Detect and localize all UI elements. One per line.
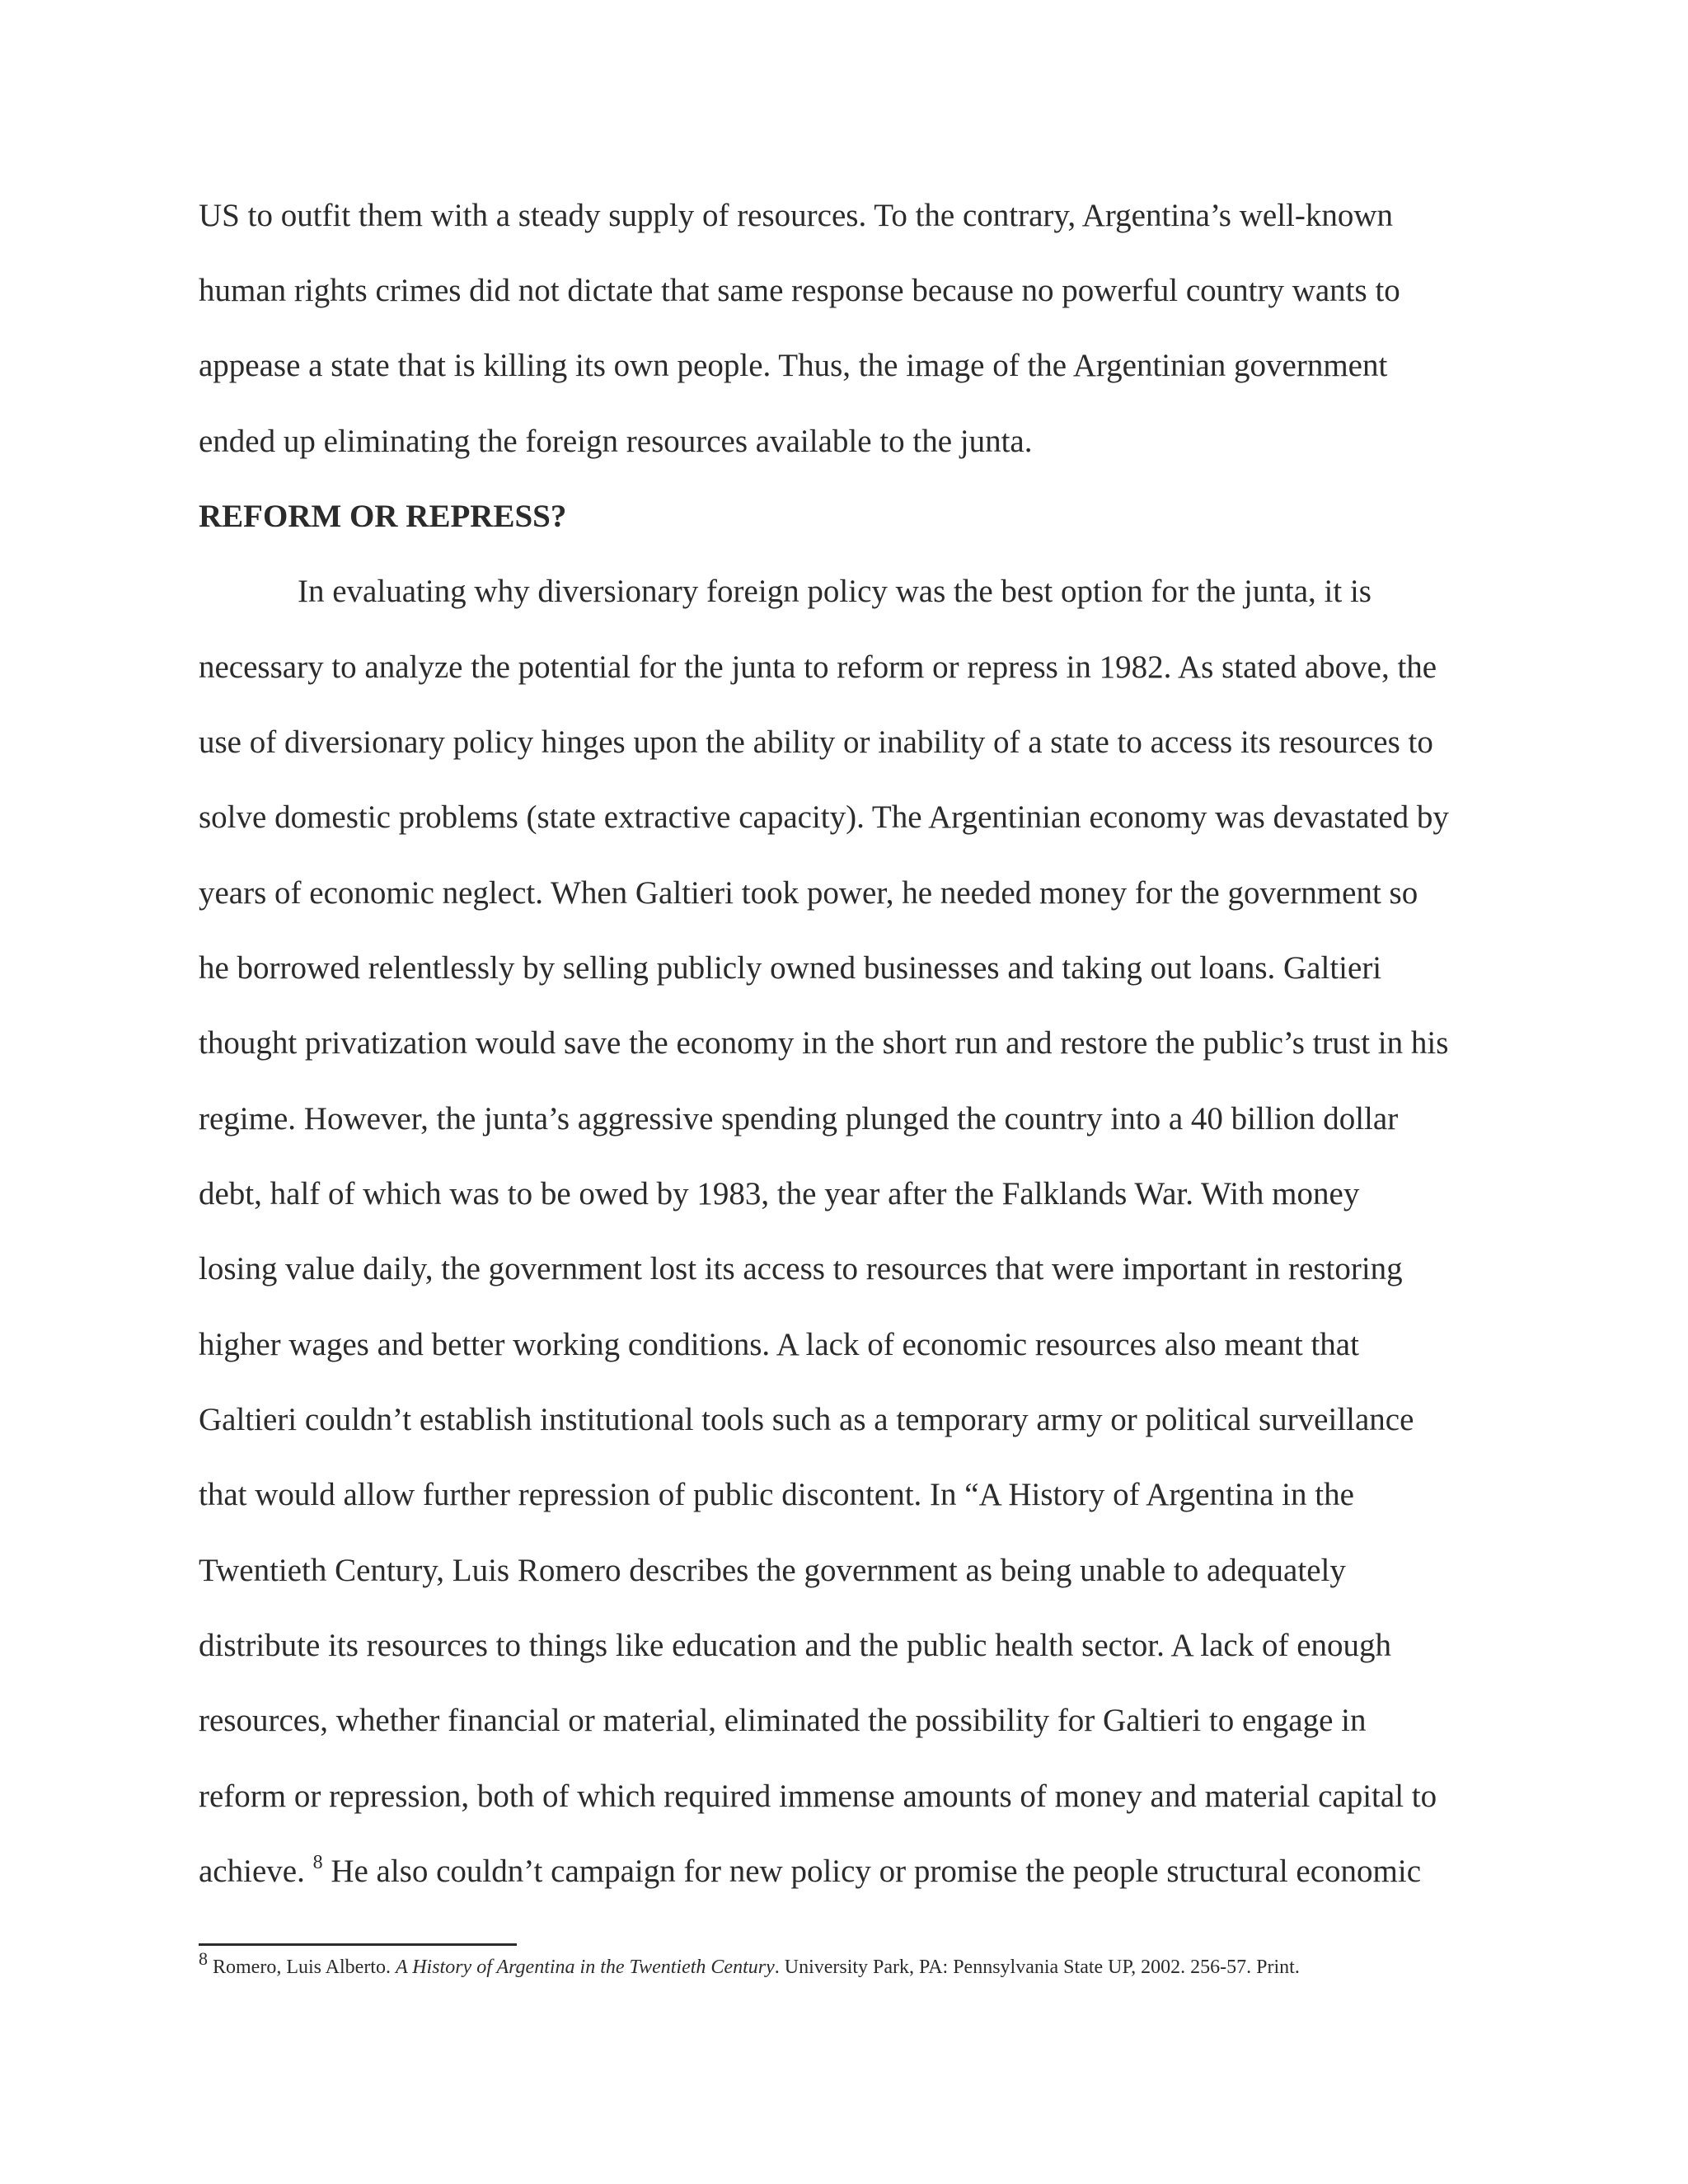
body-line: Galtieri couldn’t establish institutional tools such as a temporary army or political surveillance xyxy=(199,1402,1414,1437)
body-line: necessary to analyze the potential for the junta to reform or repress in 1982. As stated above, the xyxy=(199,649,1437,685)
body-line: regime. However, the junta’s aggressive spending plunged the country into a 40 billion dollar xyxy=(199,1101,1399,1137)
body-line: that would allow further repression of public discontent. In “A History of Argentina in the xyxy=(199,1477,1354,1512)
body-text: achieve. xyxy=(199,1854,313,1889)
footnote-title: A History of Argentina in the Twentieth Century xyxy=(395,1957,775,1978)
body-line: reform or repression, both of which required immense amounts of money and material capital to xyxy=(199,1779,1437,1814)
footnote xyxy=(199,1948,1300,1980)
section-heading: REFORM OR REPRESS? xyxy=(199,499,567,534)
body-line: In evaluating why diversionary foreign policy was the best option for the junta, it is xyxy=(298,574,1372,609)
body-line: appease a state that is killing its own people. Thus, the image of the Argentinian government xyxy=(199,348,1388,383)
body-line-with-footnote-ref xyxy=(199,1852,1421,1891)
body-line: use of diversionary policy hinges upon the ability or inability of a state to access its resources to xyxy=(199,724,1433,760)
body-line: resources, whether financial or material, eliminated the possibility for Galtieri to engage in xyxy=(199,1703,1367,1738)
body-line: higher wages and better working conditions. A lack of economic resources also meant that xyxy=(199,1327,1359,1362)
body-line: distribute its resources to things like education and the public health sector. A lack of enough xyxy=(199,1628,1391,1663)
footnote-author: Romero, Luis Alberto. xyxy=(208,1957,396,1978)
body-line: US to outfit them with a steady supply of resources. To the contrary, Argentina’s well-known xyxy=(199,198,1394,233)
footnote-reference[interactable]: 8 xyxy=(312,1852,323,1873)
body-line: ended up eliminating the foreign resources available to the junta. xyxy=(199,424,1033,459)
footnote-number: 8 xyxy=(199,1948,208,1969)
body-line: human rights crimes did not dictate that same response because no powerful country wants to xyxy=(199,273,1400,308)
body-line: debt, half of which was to be owed by 1983, the year after the Falklands War. With money xyxy=(199,1176,1360,1212)
body-line: solve domestic problems (state extractive capacity). The Argentinian economy was devastated by xyxy=(199,799,1449,835)
footnote-publication: . University Park, PA: Pennsylvania State UP, 2002. 256-57. Print. xyxy=(774,1957,1300,1978)
body-line: years of economic neglect. When Galtieri took power, he needed money for the government so xyxy=(199,875,1418,911)
body-line: Twentieth Century, Luis Romero describes the government as being unable to adequately xyxy=(199,1553,1346,1588)
body-text: He also couldn’t campaign for new policy or promise the people structural economic xyxy=(322,1854,1422,1889)
body-line: thought privatization would save the economy in the short run and restore the public’s trust in his xyxy=(199,1025,1449,1061)
body-line: he borrowed relentlessly by selling publicly owned businesses and taking out loans. Galtieri xyxy=(199,950,1382,986)
footnote-separator xyxy=(199,1943,517,1946)
body-line: losing value daily, the government lost its access to resources that were important in restoring xyxy=(199,1251,1403,1286)
